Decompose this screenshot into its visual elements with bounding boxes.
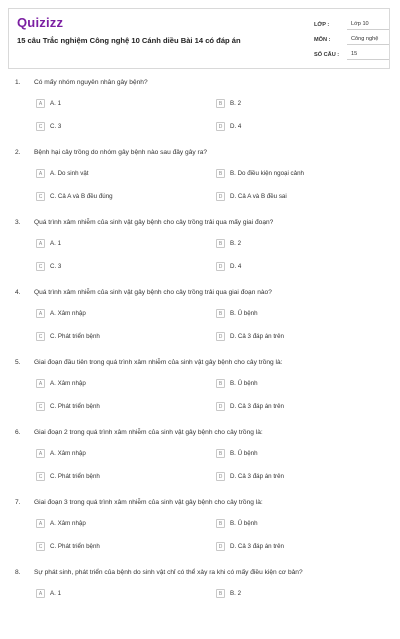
option-letter-box: A bbox=[36, 309, 45, 318]
answer-option-b[interactable] bbox=[216, 239, 241, 248]
option-letter-box: B bbox=[216, 169, 225, 178]
question-number: 1. bbox=[15, 79, 21, 86]
option-letter-box: A bbox=[36, 449, 45, 458]
option-text: D. 4 bbox=[230, 123, 242, 130]
option-text: A. Xâm nhập bbox=[50, 310, 86, 317]
option-letter-box: C bbox=[36, 122, 45, 131]
answer-option-a[interactable] bbox=[36, 309, 86, 318]
answer-option-d[interactable] bbox=[216, 262, 241, 271]
meta-value: Lớp 10 bbox=[347, 21, 389, 30]
meta-row-count bbox=[314, 45, 389, 60]
option-text: B. Ủ bệnh bbox=[230, 520, 258, 527]
option-letter-box: B bbox=[216, 589, 225, 598]
option-text: D. Cả 3 đáp án trên bbox=[230, 403, 285, 410]
option-letter-box: D bbox=[216, 122, 225, 131]
worksheet-header bbox=[8, 8, 390, 69]
option-letter-box: C bbox=[36, 402, 45, 411]
question-item bbox=[0, 149, 400, 219]
option-letter-box: C bbox=[36, 472, 45, 481]
option-text: D. Cả A và B đều sai bbox=[230, 193, 287, 200]
answer-option-b[interactable] bbox=[216, 309, 258, 318]
option-letter-box: A bbox=[36, 589, 45, 598]
option-text: A. Do sinh vật bbox=[50, 170, 89, 177]
meta-row-class bbox=[314, 15, 389, 30]
option-letter-box: D bbox=[216, 192, 225, 201]
option-letter-box: D bbox=[216, 472, 225, 481]
question-item bbox=[0, 499, 400, 569]
answer-option-d[interactable] bbox=[216, 192, 287, 201]
answer-option-b[interactable] bbox=[216, 589, 241, 598]
answer-option-c[interactable] bbox=[36, 262, 61, 271]
answer-option-a[interactable] bbox=[36, 449, 86, 458]
option-letter-box: D bbox=[216, 262, 225, 271]
option-text: B. Do điều kiện ngoại cảnh bbox=[230, 170, 304, 177]
answer-option-a[interactable] bbox=[36, 99, 61, 108]
option-text: B. 2 bbox=[230, 100, 242, 107]
option-letter-box: A bbox=[36, 379, 45, 388]
option-text: D. Cả 3 đáp án trên bbox=[230, 543, 285, 550]
answer-option-d[interactable] bbox=[216, 122, 241, 131]
option-text: C. 3 bbox=[50, 123, 62, 130]
answer-option-b[interactable] bbox=[216, 449, 258, 458]
answer-option-b[interactable] bbox=[216, 99, 241, 108]
answer-option-d[interactable] bbox=[216, 472, 284, 481]
meta-value: Công nghệ bbox=[347, 36, 389, 45]
answer-option-d[interactable] bbox=[216, 402, 284, 411]
option-text: D. Cả 3 đáp án trên bbox=[230, 333, 285, 340]
question-number: 5. bbox=[15, 359, 21, 366]
question-number: 8. bbox=[15, 569, 21, 576]
meta-label: SỐ CÂU : bbox=[314, 52, 340, 58]
option-text: B. Ủ bệnh bbox=[230, 310, 258, 317]
question-number: 7. bbox=[15, 499, 21, 506]
option-letter-box: B bbox=[216, 449, 225, 458]
option-text: B. Ủ bệnh bbox=[230, 450, 258, 457]
option-letter-box: D bbox=[216, 332, 225, 341]
question-text: Quá trình xâm nhiễm của sinh vật gây bệnh cho cây trồng trải qua mấy giai đoạn? bbox=[34, 219, 274, 226]
answer-option-c[interactable] bbox=[36, 542, 100, 551]
answer-option-c[interactable] bbox=[36, 472, 100, 481]
option-text: B. 2 bbox=[230, 590, 242, 597]
option-text: C. Cả A và B đều đúng bbox=[50, 193, 113, 200]
option-letter-box: B bbox=[216, 519, 225, 528]
option-letter-box: A bbox=[36, 519, 45, 528]
meta-value: 15 bbox=[347, 51, 389, 60]
option-letter-box: D bbox=[216, 402, 225, 411]
answer-option-a[interactable] bbox=[36, 589, 61, 598]
option-letter-box: B bbox=[216, 99, 225, 108]
question-item bbox=[0, 569, 400, 639]
question-item bbox=[0, 79, 400, 149]
option-letter-box: C bbox=[36, 262, 45, 271]
question-item bbox=[0, 429, 400, 499]
question-text: Bệnh hại cây trồng do nhóm gây bệnh nào sau đây gây ra? bbox=[34, 149, 208, 156]
answer-option-c[interactable] bbox=[36, 332, 100, 341]
question-text: Quá trình xâm nhiễm của sinh vật gây bệnh cho cây trồng trải qua giai đoạn nào? bbox=[34, 289, 272, 296]
question-number: 3. bbox=[15, 219, 21, 226]
option-letter-box: A bbox=[36, 169, 45, 178]
option-text: A. 1 bbox=[50, 240, 62, 247]
option-letter-box: D bbox=[216, 542, 225, 551]
answer-option-c[interactable] bbox=[36, 122, 61, 131]
option-text: A. 1 bbox=[50, 100, 62, 107]
answer-option-a[interactable] bbox=[36, 519, 86, 528]
question-item bbox=[0, 359, 400, 429]
option-letter-box: B bbox=[216, 239, 225, 248]
option-letter-box: B bbox=[216, 309, 225, 318]
answer-option-c[interactable] bbox=[36, 192, 113, 201]
question-text: Giai đoạn 2 trong quá trình xâm nhiễm của sinh vật gây bệnh cho cây trồng là: bbox=[34, 429, 263, 436]
option-letter-box: C bbox=[36, 542, 45, 551]
worksheet-title: 15 câu Trắc nghiệm Công nghệ 10 Cánh diều Bài 14 có đáp án bbox=[17, 36, 241, 45]
meta-label: LỚP : bbox=[314, 22, 330, 28]
question-item bbox=[0, 289, 400, 359]
question-number: 6. bbox=[15, 429, 21, 436]
question-number: 4. bbox=[15, 289, 21, 296]
option-text: A. Xâm nhập bbox=[50, 450, 86, 457]
meta-row-subject bbox=[314, 30, 389, 45]
option-text: B. 2 bbox=[230, 240, 242, 247]
worksheet-meta bbox=[314, 15, 389, 60]
option-text: C. Phát triển bệnh bbox=[50, 403, 100, 410]
option-text: A. Xâm nhập bbox=[50, 380, 86, 387]
answer-option-b[interactable] bbox=[216, 169, 304, 178]
question-item bbox=[0, 219, 400, 289]
option-letter-box: A bbox=[36, 239, 45, 248]
option-text: D. 4 bbox=[230, 263, 242, 270]
option-text: C. Phát triển bệnh bbox=[50, 333, 100, 340]
option-text: C. Phát triển bệnh bbox=[50, 473, 100, 480]
question-text: Có mấy nhóm nguyên nhân gây bệnh? bbox=[34, 79, 148, 86]
option-text: D. Cả 3 đáp án trên bbox=[230, 473, 285, 480]
question-number: 2. bbox=[15, 149, 21, 156]
option-letter-box: B bbox=[216, 379, 225, 388]
option-text: C. 3 bbox=[50, 263, 62, 270]
option-text: A. 1 bbox=[50, 590, 62, 597]
option-letter-box: A bbox=[36, 99, 45, 108]
meta-label: MÔN : bbox=[314, 37, 331, 43]
answer-option-d[interactable] bbox=[216, 542, 284, 551]
question-text: Sự phát sinh, phát triển của bệnh do sinh vật chỉ có thể xảy ra khi có mấy điều kiện cơ bản? bbox=[34, 569, 303, 576]
answer-option-a[interactable] bbox=[36, 239, 61, 248]
option-letter-box: C bbox=[36, 192, 45, 201]
quizizz-logo: Quizizz bbox=[17, 15, 64, 30]
answer-option-b[interactable] bbox=[216, 519, 258, 528]
question-text: Giai đoạn đầu tiên trong quá trình xâm nhiễm của sinh vật gây bệnh cho cây trồng là: bbox=[34, 359, 283, 366]
question-list bbox=[0, 79, 400, 639]
answer-option-d[interactable] bbox=[216, 332, 284, 341]
option-text: A. Xâm nhập bbox=[50, 520, 86, 527]
option-letter-box: C bbox=[36, 332, 45, 341]
option-text: C. Phát triển bệnh bbox=[50, 543, 100, 550]
question-text: Giai đoạn 3 trong quá trình xâm nhiễm của sinh vật gây bệnh cho cây trồng là: bbox=[34, 499, 263, 506]
option-text: B. Ủ bệnh bbox=[230, 380, 258, 387]
answer-option-c[interactable] bbox=[36, 402, 100, 411]
answer-option-a[interactable] bbox=[36, 379, 86, 388]
answer-option-b[interactable] bbox=[216, 379, 258, 388]
answer-option-a[interactable] bbox=[36, 169, 89, 178]
